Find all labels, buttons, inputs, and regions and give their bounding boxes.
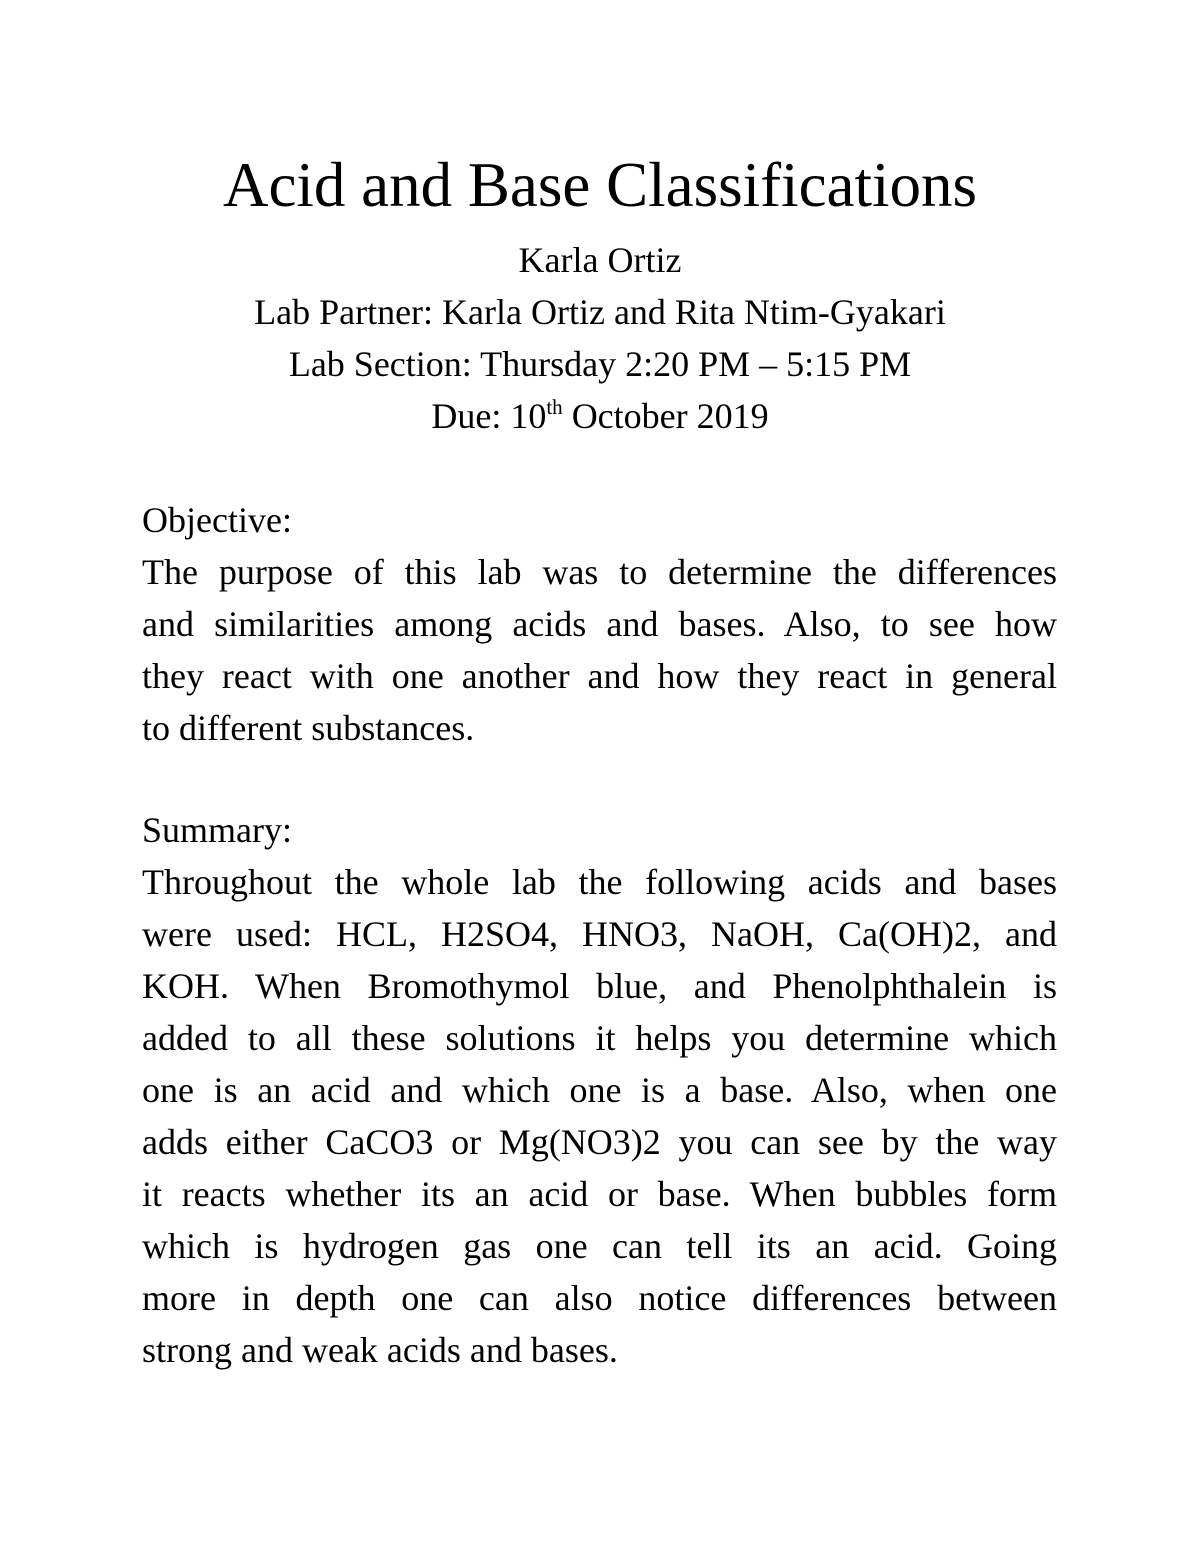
lab-partner-line: Lab Partner: Karla Ortiz and Rita Ntim-Gyakari [254, 292, 946, 332]
objective-paragraph [142, 546, 1057, 754]
summary-paragraph [142, 856, 1057, 1376]
due-date-suffix: October 2019 [562, 396, 769, 436]
summary-line: more in depth one can also notice differences between [142, 1278, 1057, 1318]
objective-line: The purpose of this lab was to determine the differences [142, 552, 1057, 592]
author-name: Karla Ortiz [518, 240, 682, 280]
summary-line: were used: HCL, H2SO4, HNO3, NaOH, Ca(OH)2, and [142, 914, 1057, 954]
summary-line: added to all these solutions it helps you determine which [142, 1018, 1057, 1058]
summary-line: strong and weak acids and bases. [142, 1330, 618, 1370]
summary-line: KOH. When Bromothymol blue, and Phenolphthalein is [142, 966, 1057, 1006]
due-date-ordinal-suffix: th [546, 395, 563, 419]
lab-section-line: Lab Section: Thursday 2:20 PM – 5:15 PM [288, 344, 912, 384]
objective-line: to different substances. [142, 708, 475, 748]
summary-line: Throughout the whole lab the following acids and bases [142, 862, 1057, 902]
summary-line: one is an acid and which one is a base. Also, when one [142, 1070, 1057, 1110]
document-title: Acid and Base Classifications [222, 150, 978, 220]
due-date-prefix: Due: 10 [431, 396, 547, 436]
objective-line: they react with one another and how they react in general [142, 656, 1057, 696]
objective-heading: Objective: [142, 500, 292, 540]
summary-heading: Summary: [142, 810, 292, 850]
summary-line: it reacts whether its an acid or base. When bubbles form [142, 1174, 1057, 1214]
summary-line: which is hydrogen gas one can tell its an acid. Going [142, 1226, 1057, 1266]
objective-line: and similarities among acids and bases. Also, to see how [142, 604, 1057, 644]
summary-line: adds either CaCO3 or Mg(NO3)2 you can see by the way [142, 1122, 1057, 1162]
due-date-line [0, 394, 1200, 443]
